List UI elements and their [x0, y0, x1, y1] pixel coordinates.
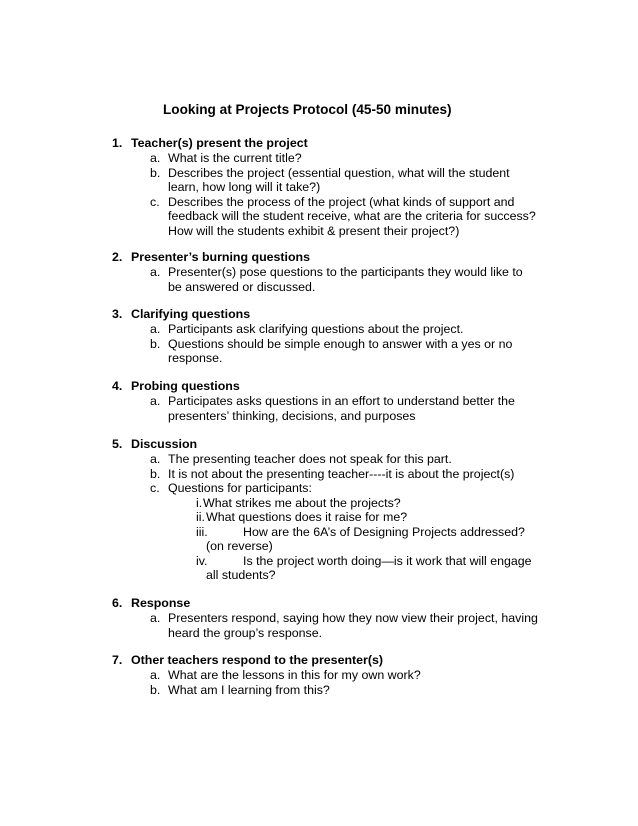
list-item: [112, 151, 572, 166]
list-item: [112, 668, 572, 683]
section-title: Clarifying questions: [131, 307, 251, 321]
item-text: Participates asks questions in an effort to understand better the presenters’ thinking, decisions, and purposes: [168, 394, 515, 423]
sub-item-text: How are the 6A’s of Designing Projects addressed?: [243, 524, 525, 539]
section-number: 3.: [112, 307, 123, 321]
section-number: 6.: [112, 596, 123, 610]
list-item: [112, 195, 572, 239]
list-item: [112, 481, 572, 496]
list-item: [112, 265, 572, 294]
item-label: a.: [150, 611, 161, 625]
item-label: b.: [150, 682, 161, 697]
list-item: [112, 337, 572, 366]
sub-item-label: iii.: [196, 524, 208, 539]
section-heading: [112, 307, 572, 322]
section-title: Response: [131, 596, 191, 610]
section-number: 1.: [112, 136, 123, 150]
sub-item-label: i.: [196, 495, 203, 510]
item-label: c.: [150, 194, 160, 209]
section-title: Discussion: [131, 437, 198, 451]
item-text: Describes the project (essential question, what will the student learn, how long will it take?): [168, 165, 510, 194]
section-7: [112, 653, 572, 697]
section-number: 7.: [112, 653, 123, 667]
sub-item-text: What questions does it raise for me?: [206, 510, 408, 524]
section-number: 5.: [112, 437, 123, 451]
item-text: What is the current title?: [168, 151, 302, 165]
section-heading: [112, 596, 572, 611]
sub-list-item: [112, 554, 572, 569]
sub-item-label: ii.: [196, 510, 205, 524]
list-item: [112, 166, 572, 195]
section-number: 4.: [112, 379, 123, 393]
sub-list-item: [112, 510, 572, 525]
section-4: [112, 379, 572, 423]
section-title: Teacher(s) present the project: [131, 136, 308, 150]
list-item: [112, 611, 572, 640]
sub-item-text: What strikes me about the projects?: [203, 495, 401, 510]
section-heading: [112, 136, 572, 151]
section-2: [112, 250, 572, 294]
section-title: Other teachers respond to the presenter(s): [131, 653, 384, 667]
section-heading: [112, 250, 572, 265]
sub-item-continuation: all students?: [206, 568, 276, 582]
item-text: Participants ask clarifying questions about the project.: [168, 322, 464, 336]
section-heading: [112, 379, 572, 394]
item-text: Questions should be simple enough to answer with a yes or no response.: [168, 336, 513, 365]
item-text: Presenters respond, saying how they now view their project, having heard the group’s response.: [168, 611, 538, 640]
item-text: What am I learning from this?: [168, 682, 330, 697]
sub-item-continuation: (on reverse): [206, 539, 273, 553]
list-item: [112, 452, 572, 467]
item-label: a.: [150, 265, 161, 279]
section-title: Presenter’s burning questions: [131, 250, 311, 264]
section-6: [112, 596, 572, 640]
sub-item-text: Is the project worth doing—is it work that will engage: [243, 553, 532, 568]
section-1: [112, 136, 572, 238]
list-item: [112, 683, 572, 698]
section-3: [112, 307, 572, 366]
list-item: [112, 467, 572, 482]
item-label: b.: [150, 466, 161, 481]
list-item: [112, 394, 572, 423]
section-heading: [112, 437, 572, 452]
item-label: a.: [150, 151, 161, 165]
item-text: Questions for participants:: [168, 481, 312, 495]
sub-list-item: [112, 525, 572, 540]
item-text: It is not about the presenting teacher----it is about the project(s): [168, 466, 515, 481]
list-item: [112, 322, 572, 337]
item-label: b.: [150, 336, 161, 351]
item-text: What are the lessons in this for my own work?: [168, 668, 421, 682]
item-label: c.: [150, 481, 160, 495]
item-text: Describes the process of the project (what kinds of support and feedback will the student receive, what are the criteria for success? How will the students exhibit & present their project?): [168, 194, 536, 238]
item-label: a.: [150, 394, 161, 408]
item-text: Presenter(s) pose questions to the participants they would like to be answered or discussed.: [168, 265, 523, 294]
item-label: a.: [150, 452, 161, 466]
section-title: Probing questions: [131, 379, 240, 393]
item-text: The presenting teacher does not speak for this part.: [168, 452, 452, 466]
document-title: Looking at Projects Protocol (45-50 minutes): [163, 102, 452, 117]
sub-item-label: iv.: [196, 553, 208, 568]
item-label: b.: [150, 165, 161, 180]
section-heading: [112, 653, 572, 668]
sub-list-item: [112, 496, 572, 511]
section-5: [112, 437, 572, 583]
item-label: a.: [150, 668, 161, 682]
item-label: a.: [150, 322, 161, 336]
section-number: 2.: [112, 250, 123, 264]
